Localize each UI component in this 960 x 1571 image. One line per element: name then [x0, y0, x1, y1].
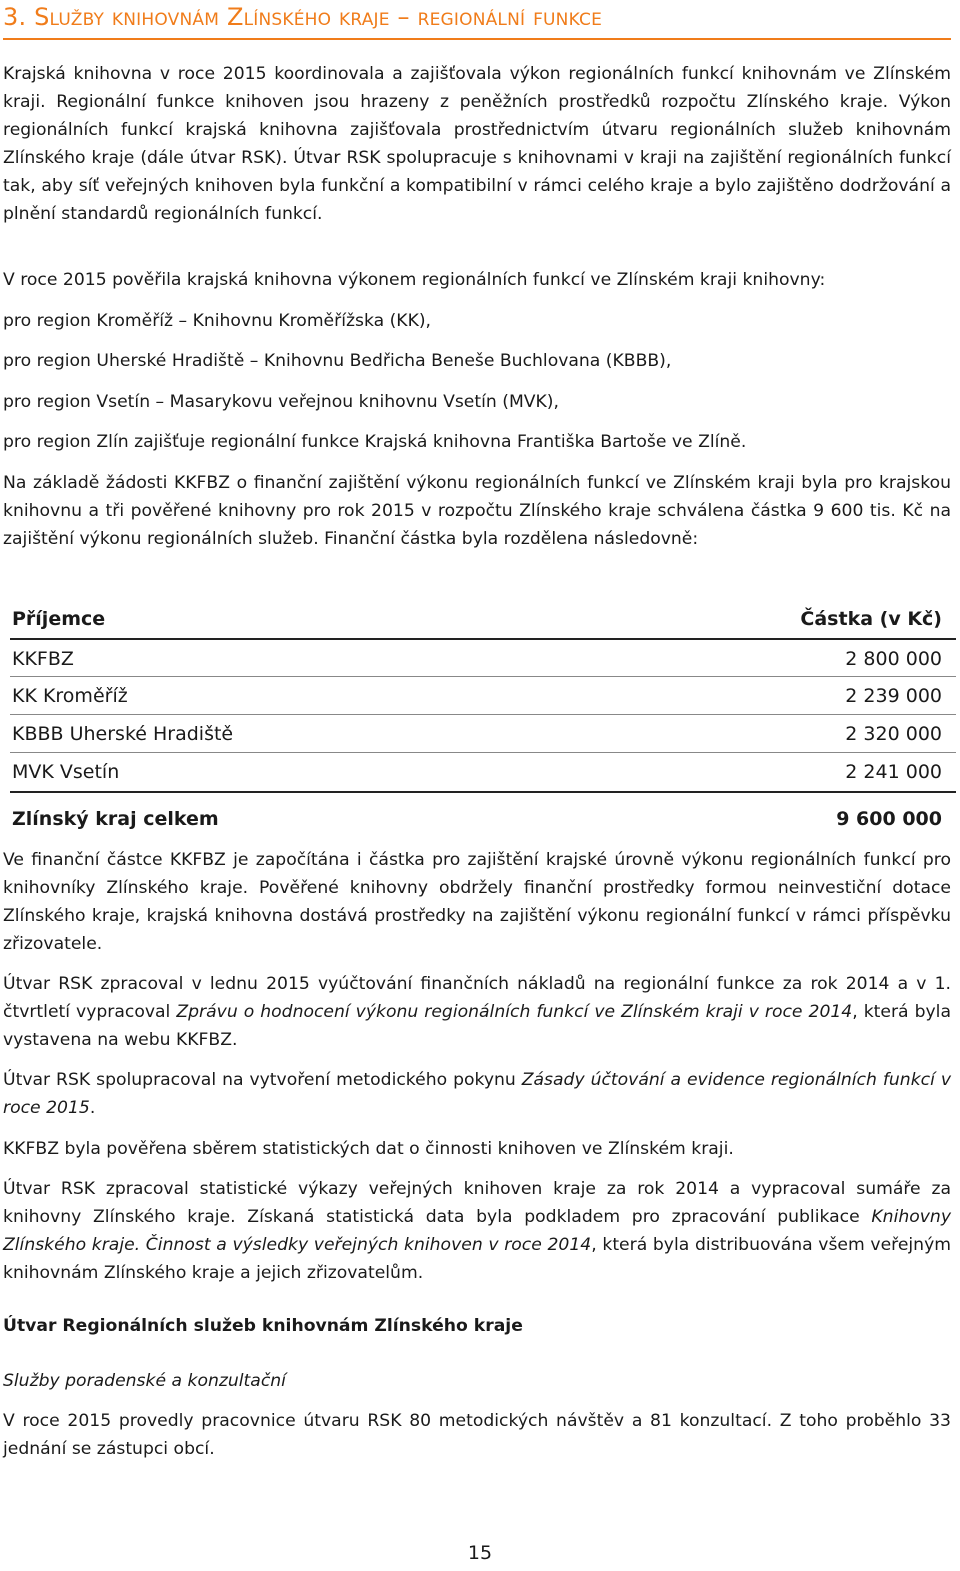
accounting-text-start: Útvar RSK zpracoval v lednu 2015 vyúčtování finančních nákladů na regionální funkce za rok 2014 a v 1. čtvrtletí vypracoval — [3, 974, 951, 1022]
table-total-row — [10, 800, 956, 838]
amount-cell: 2 320 000 — [845, 723, 942, 745]
funding-paragraph: Na základě žádosti KKFBZ o finanční zajištění výkonu regionálních funkcí ve Zlínském kraji byla pro krajskou knihovnu a tři pověřené knihovny pro rok 2015 v rozpočtu Zlínského kraje schválena částka 9 600 tis. Kč na zajištění výkonu regionálních služeb. Finanční částka byla rozdělena následovně: — [3, 473, 951, 549]
amount-cell: 2 800 000 — [845, 648, 942, 670]
table-header-amount: Částka (v Kč) — [800, 608, 942, 630]
table-row — [10, 676, 956, 715]
visits-paragraph: V roce 2015 provedly pracovnice útvaru RSK 80 metodických návštěv a 81 konzultací. Z toho proběhlo 33 jednání se zástupci obcí. — [3, 1411, 951, 1459]
total-label: Zlínský kraj celkem — [12, 808, 219, 830]
table-row — [10, 638, 956, 678]
region-item-kromeriz: pro region Kroměříž – Knihovnu Kroměřížska (KK), — [3, 311, 432, 331]
accounting-paragraph — [3, 970, 951, 1054]
page-number: 15 — [467, 1542, 493, 1564]
region-item-zlin: pro region Zlín zajišťuje regionální funkce Krajská knihovna Františka Bartoše ve Zlíně. — [3, 432, 747, 452]
recipient-cell: KKFBZ — [12, 648, 74, 670]
publication-text-end: , která byla distribuována všem veřejným knihovnám Zlínského kraje a jejich zřizovatelům. — [3, 1235, 951, 1283]
library-delegation-paragraph: V roce 2015 pověřila krajská knihovna výkonem regionálních funkcí ve Zlínském kraji knihovny: — [3, 270, 826, 290]
amount-cell: 2 239 000 — [845, 685, 942, 707]
table-header-row — [10, 600, 956, 638]
amount-cell: 2 241 000 — [845, 761, 942, 783]
total-amount: 9 600 000 — [836, 808, 942, 830]
statistics-paragraph: KKFBZ byla pověřena sběrem statistických dat o činnosti knihoven ve Zlínském kraji. — [3, 1139, 734, 1159]
publication-text-start: Útvar RSK zpracoval statistické výkazy veřejných knihoven kraje za rok 2014 a vypracoval sumáře za knihovny Zlínského kraje. Získaná statistická data byla podkladem pro zpracování publikace — [3, 1179, 951, 1227]
section-heading: 3. Služby knihovnám Zlínského kraje – regionální funkce — [3, 3, 603, 31]
accounting-text-end: , která byla vystavena na webu KKFBZ. — [3, 1002, 951, 1050]
table-row — [10, 714, 956, 753]
region-item-uherske-hradiste: pro region Uherské Hradiště – Knihovnu Bedřicha Beneše Buchlovana (KBBB), — [3, 351, 672, 371]
guidelines-paragraph — [3, 1066, 951, 1122]
report-title: Zprávu o hodnocení výkonu regionálních funkcí ve Zlínském kraji v roce 2014 — [176, 1002, 853, 1022]
table-header-recipient: Příjemce — [12, 608, 106, 630]
heading-divider — [3, 38, 951, 40]
recipient-cell: MVK Vsetín — [12, 761, 120, 783]
publication-paragraph — [3, 1175, 951, 1287]
publication-title: Knihovny Zlínského kraje. Činnost a výsledky veřejných knihoven v roce 2014 — [3, 1207, 951, 1255]
services-subheading: Služby poradenské a konzultační — [3, 1371, 286, 1391]
recipient-cell: KBBB Uherské Hradiště — [12, 723, 234, 745]
guidelines-text-start: Útvar RSK spolupracoval na vytvoření metodického pokynu — [3, 1070, 522, 1090]
table-row — [10, 752, 956, 793]
intro-paragraph: Krajská knihovna v roce 2015 koordinovala a zajišťovala výkon regionálních funkcí knihovnám ve Zlínském kraji. Regionální funkce knihoven jsou hrazeny z peněžních prostředků rozpočtu Zlínského kraje. Výkon regionálních funkcí krajská knihovna zajišťovala prostřednictvím útvaru regionálních služeb knihovnám Zlínského kraje (dále útvar RSK). Útvar RSK spolupracuje s knihovnami v kraji na zajištění regionálních funkcí tak, aby síť veřejných knihoven byla funkční a kompatibilní v rámci celého kraje a bylo zajištěno dodržování a plnění standardů regionálních funkcí. — [3, 64, 951, 224]
department-heading: Útvar Regionálních služeb knihovnám Zlínského kraje — [3, 1316, 523, 1336]
guidelines-title: Zásady účtování a evidence regionálních funkcí v roce 2015 — [3, 1070, 951, 1118]
recipient-cell: KK Kroměříž — [12, 685, 128, 707]
allocation-paragraph: Ve finanční částce KKFBZ je započítána i částka pro zajištění krajské úrovně výkonu regionálních funkcí pro knihovníky Zlínského kraje. Pověřené knihovny obdržely finanční prostředky formou neinvestiční dotace Zlínského kraje, krajská knihovna dostává prostředky na zajištění výkonu regionální funkcí v rámci příspěvku zřizovatele. — [3, 850, 951, 954]
region-item-vsetin: pro region Vsetín – Masarykovu veřejnou knihovnu Vsetín (MVK), — [3, 392, 559, 412]
guidelines-text-end: . — [89, 1098, 96, 1118]
